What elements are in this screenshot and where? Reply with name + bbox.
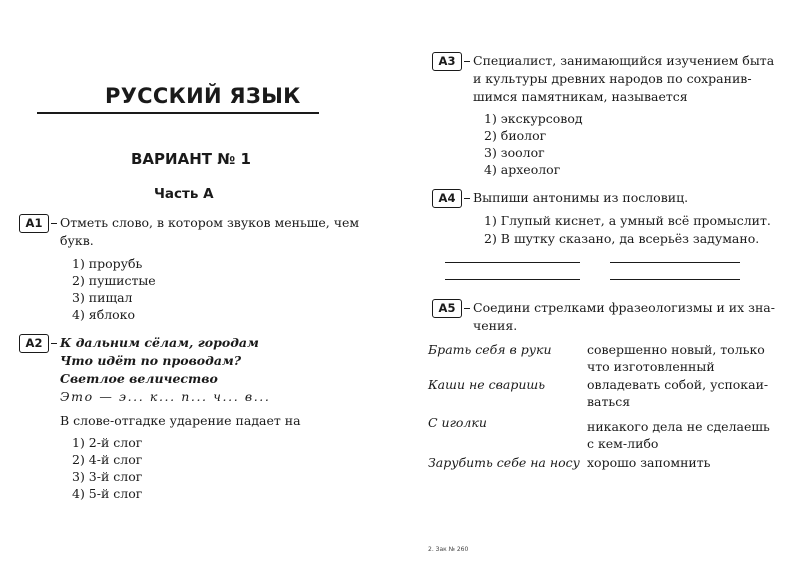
proverb-2: 2) В шутку сказано, да всерьёз задумано.	[484, 231, 760, 246]
question-rule-a3	[464, 61, 470, 62]
option-a2-3: 3) 3-й слог	[72, 469, 143, 484]
riddle-line-4: Это — э... к... п... ч... в...	[60, 389, 271, 404]
option-a3-3: 3) зоолог	[484, 145, 545, 160]
variant-heading: ВАРИАНТ № 1	[131, 150, 251, 168]
meaning-2-line1[interactable]: овладевать собой, успокаи-	[587, 377, 769, 392]
question-text-a4: Выпиши антонимы из пословиц.	[473, 190, 689, 205]
option-a3-4: 4) археолог	[484, 162, 561, 177]
title-divider	[37, 112, 319, 114]
question-rule-a1	[51, 223, 57, 224]
answer-line-3[interactable]	[445, 279, 580, 280]
question-text-a3-line2: и культуры древних народов по сохранив-	[473, 71, 752, 86]
meaning-2-line2: ваться	[587, 394, 631, 409]
answer-line-2[interactable]	[610, 262, 740, 263]
question-text-a5-line2: чения.	[473, 318, 518, 333]
answer-line-1[interactable]	[445, 262, 580, 263]
part-heading: Часть А	[154, 186, 214, 202]
meaning-1-line2: что изготовленный	[587, 359, 715, 374]
question-badge-a2: А2	[19, 334, 49, 353]
option-a2-4: 4) 5-й слог	[72, 486, 143, 501]
question-badge-a3: А3	[432, 52, 462, 71]
question-rule-a5	[464, 308, 470, 309]
question-rule-a2	[51, 343, 57, 344]
proverb-1: 1) Глупый киснет, а умный всё промыслит.	[484, 213, 771, 228]
question-text-a1-line1: Отметь слово, в котором звуков меньше, чем	[60, 215, 360, 230]
question-text-a1-line2: букв.	[60, 233, 94, 248]
question-rule-a4	[464, 198, 470, 199]
option-a1-4: 4) яблоко	[72, 307, 136, 322]
meaning-3-line2: с кем-либо	[587, 436, 659, 451]
riddle-line-1: К дальним сёлам, городам	[60, 335, 259, 350]
phrase-2[interactable]: Каши не сваришь	[428, 377, 546, 392]
option-a1-1: 1) прорубь	[72, 256, 143, 271]
meaning-3-line1[interactable]: никакого дела не сделаешь	[587, 419, 770, 434]
question-badge-a5: А5	[432, 299, 462, 318]
option-a1-2: 2) пушистые	[72, 273, 156, 288]
page-title: РУССКИЙ ЯЗЫК	[105, 84, 301, 108]
question-text-a3-line3: шимся памятникам, называется	[473, 89, 688, 104]
question-badge-a1: А1	[19, 214, 49, 233]
option-a2-1: 1) 2-й слог	[72, 435, 143, 450]
meaning-1-line1[interactable]: совершенно новый, только	[587, 342, 765, 357]
phrase-4[interactable]: Зарубить себе на носу	[428, 455, 580, 470]
phrase-3[interactable]: С иголки	[428, 415, 487, 430]
option-a3-2: 2) биолог	[484, 128, 547, 143]
riddle-line-2: Что идёт по проводам?	[60, 353, 242, 368]
answer-line-4[interactable]	[610, 279, 740, 280]
question-text-a5-line1: Соедини стрелками фразеологизмы и их зна-	[473, 300, 775, 315]
meaning-4-line1[interactable]: хорошо запомнить	[587, 455, 711, 470]
question-text-a2: В слове-отгадке ударение падает на	[60, 413, 301, 428]
option-a3-1: 1) экскурсовод	[484, 111, 583, 126]
riddle-line-3: Светлое величество	[60, 371, 218, 386]
page-footer: 2. Зак № 260	[428, 546, 469, 553]
phrase-1[interactable]: Брать себя в руки	[428, 342, 552, 357]
question-text-a3-line1: Специалист, занимающийся изучением быта	[473, 53, 775, 68]
option-a2-2: 2) 4-й слог	[72, 452, 143, 467]
question-badge-a4: А4	[432, 189, 462, 208]
option-a1-3: 3) пищал	[72, 290, 133, 305]
